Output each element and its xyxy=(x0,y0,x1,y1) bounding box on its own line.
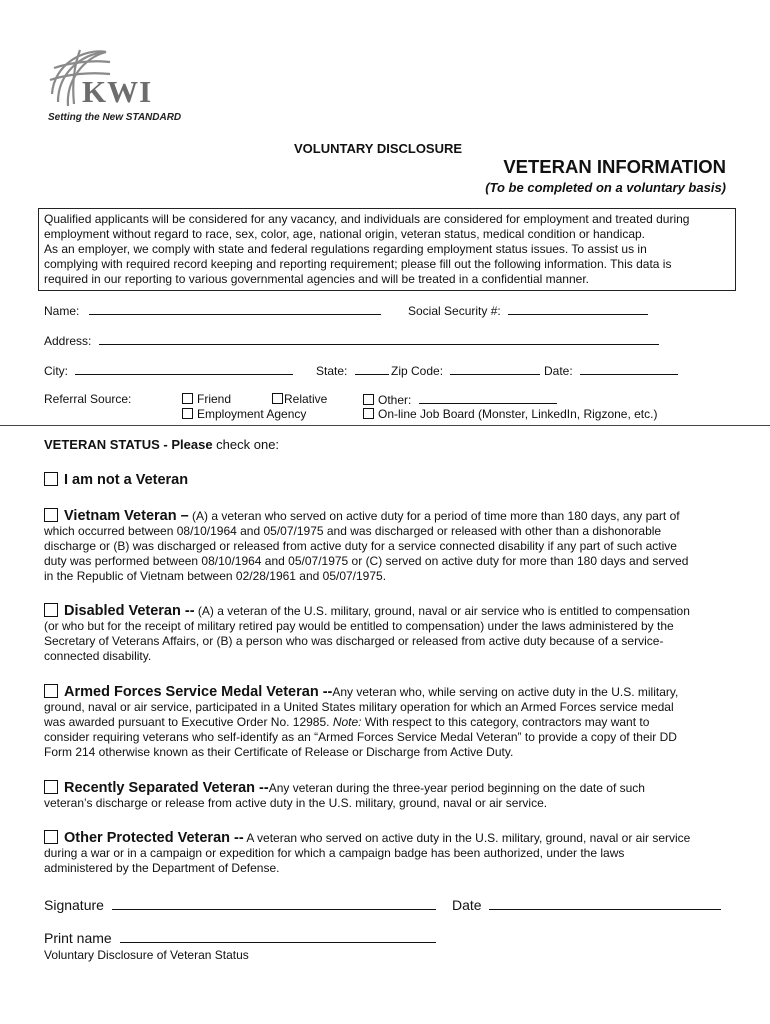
heading-bold: VETERAN STATUS - Please xyxy=(44,437,213,452)
company-logo xyxy=(44,44,182,124)
print-name-field xyxy=(44,929,436,946)
signature-date-label: Date xyxy=(452,897,482,913)
checkbox[interactable] xyxy=(363,408,374,419)
city-field xyxy=(44,363,293,378)
intro-statement-box xyxy=(38,208,736,291)
option-title: Vietnam Veteran – xyxy=(64,508,189,524)
description-line: discharge or (B) was discharged or released from active duty for a service connected disability if any part of such active xyxy=(44,539,677,553)
section-divider xyxy=(0,425,770,426)
signature-input-line[interactable] xyxy=(112,896,436,910)
option-title: Armed Forces Service Medal Veteran -- xyxy=(64,684,333,700)
description-line: A veteran who served on active duty in the U.S. military, ground, naval or air service xyxy=(243,831,691,845)
signature-date-field xyxy=(452,896,721,913)
state-input-line[interactable] xyxy=(355,363,389,375)
checkbox[interactable] xyxy=(182,408,193,419)
zip-input-line[interactable] xyxy=(450,363,540,375)
description-line: Form 214 otherwise known as their Certificate of Release or Discharge from Active Duty. xyxy=(44,745,514,759)
intro-line: Qualified applicants will be considered for any vacancy, and individuals are considered for employment and treated during xyxy=(44,212,690,226)
voluntary-disclosure-heading: VOLUNTARY DISCLOSURE xyxy=(294,141,463,156)
page-subtitle: (To be completed on a voluntary basis) xyxy=(485,180,726,195)
page-title: VETERAN INFORMATION xyxy=(503,156,726,177)
option-vietnam-veteran xyxy=(44,508,726,584)
name-label: Name: xyxy=(44,304,80,318)
print-name-input-line[interactable] xyxy=(120,929,436,943)
option-armed-forces-veteran xyxy=(44,684,726,760)
option-label: Other: xyxy=(378,393,412,407)
option-other-protected-veteran xyxy=(44,830,726,876)
intro-line: complying with required record keeping and reporting requirement; please fill out the following information. This data is xyxy=(44,257,672,271)
date-input-line[interactable] xyxy=(580,363,678,375)
state-field xyxy=(316,363,389,378)
print-name-label: Print name xyxy=(44,930,112,946)
address-label: Address: xyxy=(44,334,92,348)
checkbox[interactable] xyxy=(44,684,58,698)
description-line xyxy=(44,715,726,730)
referral-job-board-option[interactable] xyxy=(363,407,657,421)
description-line: (A) a veteran of the U.S. military, ground, naval or air service who is entitled to compensation xyxy=(194,604,690,618)
signature-label: Signature xyxy=(44,897,104,913)
checkbox[interactable] xyxy=(44,508,58,522)
description-line: veteran’s discharge or release from active duty in the U.S. military, ground, naval or air service. xyxy=(44,796,548,810)
option-disabled-veteran xyxy=(44,603,726,664)
checkbox[interactable] xyxy=(272,393,283,404)
description-line: which occurred between 08/10/1964 and 05/07/1975 and was discharged or released with other than a dishonorable xyxy=(44,524,662,538)
address-field xyxy=(44,333,659,348)
checkbox[interactable] xyxy=(44,472,58,486)
city-label: City: xyxy=(44,364,68,378)
description-line: connected disability. xyxy=(44,649,152,663)
option-title: Recently Separated Veteran -- xyxy=(64,780,269,796)
veteran-status-heading xyxy=(44,437,279,452)
option-label: Employment Agency xyxy=(197,407,307,421)
referral-friend-option[interactable] xyxy=(182,392,231,406)
description-line: Secretary of Veterans Affairs, or (B) a person who was discharged or released from active duty because of a service- xyxy=(44,634,664,648)
signature-field xyxy=(44,896,436,913)
description-line: (or who but for the receipt of military retired pay would be entitled to compensation) under the laws administered by the xyxy=(44,619,674,633)
date-label: Date: xyxy=(544,364,573,378)
intro-line: As an employer, we comply with state and federal regulations regarding employment status issues. To assist us in xyxy=(44,242,647,256)
checkbox[interactable] xyxy=(44,603,58,617)
city-input-line[interactable] xyxy=(75,363,293,375)
address-input-line[interactable] xyxy=(99,333,659,345)
description-line: Any veteran during the three-year period beginning on the date of such xyxy=(268,781,645,795)
option-label: Friend xyxy=(197,392,232,406)
option-title: I am not a Veteran xyxy=(64,472,189,488)
note-label: Note: xyxy=(332,715,362,729)
brand-tagline: Setting the New STANDARD xyxy=(48,112,182,123)
zip-field xyxy=(391,363,540,378)
signature-date-input-line[interactable] xyxy=(489,896,721,910)
state-label: State: xyxy=(316,364,348,378)
note-text: With respect to this category, contractors may want to xyxy=(361,715,650,729)
checkbox[interactable] xyxy=(363,394,374,405)
description-line: ground, naval or air service, participated in a United States military operation for which an Armed Forces service medal xyxy=(44,700,674,714)
heading-rest: check one: xyxy=(212,437,280,452)
intro-line: required in our reporting to various governmental agencies and will be treated in a confidential manner. xyxy=(44,272,589,286)
option-label: On-line Job Board (Monster, LinkedIn, Rigzone, etc.) xyxy=(378,407,658,421)
footer-text: Voluntary Disclosure of Veteran Status xyxy=(44,948,249,962)
option-not-veteran[interactable] xyxy=(44,472,726,488)
ssn-input-line[interactable] xyxy=(508,303,648,315)
ssn-label: Social Security #: xyxy=(408,304,501,318)
referral-relative-option[interactable] xyxy=(272,392,327,406)
description-line: (A) a veteran who served on active duty for a period of time more than 180 days, any part of xyxy=(188,509,680,523)
description-line: duty was performed between 08/10/1964 and 05/07/1975 or (C) served on active duty for more than 180 days and served xyxy=(44,554,689,568)
description-line: administered by the Department of Defense. xyxy=(44,861,280,875)
date-field xyxy=(544,363,678,378)
description-text: was awarded pursuant to Executive Order No. 12985. xyxy=(44,715,333,729)
checkbox[interactable] xyxy=(44,830,58,844)
description-line: in the Republic of Vietnam between 02/28/1961 and 05/07/1975. xyxy=(44,569,387,583)
name-input-line[interactable] xyxy=(89,303,381,315)
description-line: during a war or in a campaign or expedition for which a campaign badge has been authorized, under the laws xyxy=(44,846,625,860)
checkbox[interactable] xyxy=(44,780,58,794)
referral-agency-option[interactable] xyxy=(182,407,306,421)
option-title: Disabled Veteran -- xyxy=(64,603,195,619)
option-title: Other Protected Veteran -- xyxy=(64,830,244,846)
checkbox[interactable] xyxy=(182,393,193,404)
ssn-field xyxy=(408,303,648,318)
intro-line: employment without regard to race, sex, color, age, national origin, veteran status, medical condition or handicap. xyxy=(44,227,646,241)
description-line: Any veteran who, while serving on active duty in the U.S. military, xyxy=(332,685,679,699)
referral-other-option[interactable] xyxy=(363,392,557,407)
brand-name: KWI xyxy=(82,74,153,109)
other-input-line[interactable] xyxy=(419,392,557,404)
zip-label: Zip Code: xyxy=(391,364,444,378)
option-label: Relative xyxy=(284,392,328,406)
description-line: consider requiring veterans who self-identify as an “Armed Forces Service Medal Veteran” to provide a copy of their DD xyxy=(44,730,677,744)
referral-source-label: Referral Source: xyxy=(44,392,132,406)
name-field xyxy=(44,303,381,318)
option-recently-separated-veteran xyxy=(44,780,726,811)
